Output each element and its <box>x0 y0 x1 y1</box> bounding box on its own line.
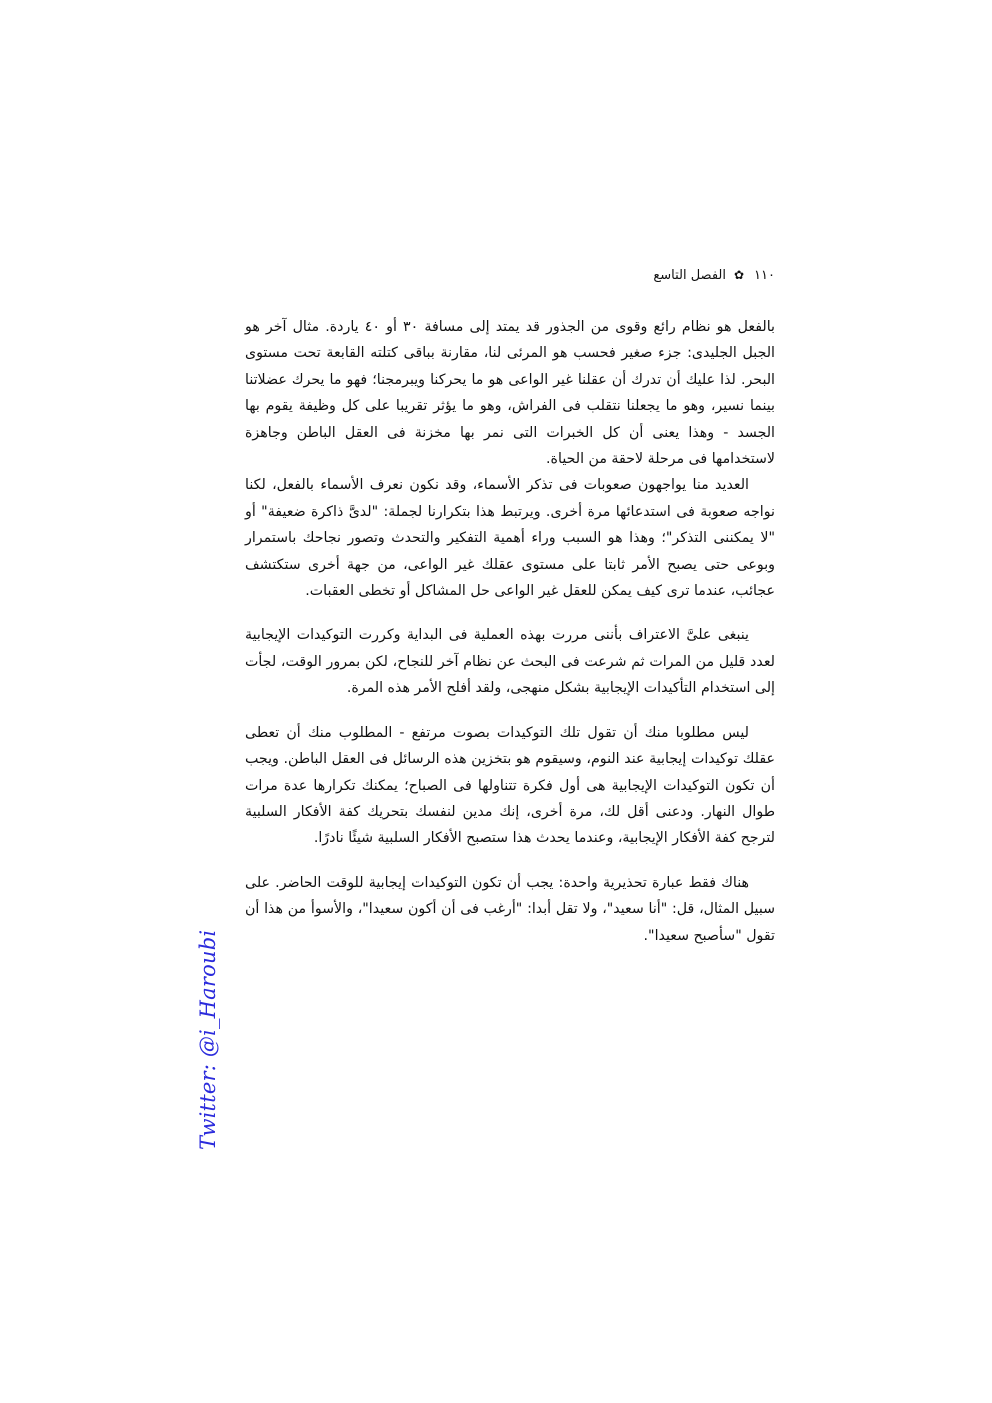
paragraph: ينبغى علىَّ الاعتراف بأننى مررت بهذه العملية فى البداية وكررت التوكيدات الإيجابية لعدد قليل من المرات ثم شرعت فى البحث عن نظام آخر للنجاح، لكن بمرور الوقت، لجأت إلى استخدام التأكيدات الإيجابية بشكل منهجى، ولقد أفلح الأمر هذه المرة. <box>245 627 775 697</box>
chapter-title: الفصل التاسع <box>653 268 726 283</box>
running-head <box>560 266 775 285</box>
page-number: ١١٠ <box>754 268 775 283</box>
paragraph: ليس مطلوبا منك أن تقول تلك التوكيدات بصوت مرتفع - المطلوب منك أن تعطى عقلك توكيدات إيجابية عند النوم، وسيقوم هو بتخزين هذه الرسائل فى العقل الباطن. ويجب أن تكون التوكيدات الإيجابية هى أول فكرة تتناولها فى الصباح؛ يمكنك تكرارها عدة مرات طوال النهار. ودعنى أقل لك، مرة أخرى، إنك مدين لنفسك بتحريك كفة الأفكار السلبية لترجح كفة الأفكار الإيجابية، وعندما يحدث هذا ستصبح الأفكار السلبية شيئًا نادرًا. <box>245 724 775 847</box>
body-text <box>245 314 775 949</box>
paragraph: العديد منا يواجهون صعوبات فى تذكر الأسماء، وقد نكون نعرف الأسماء بالفعل، لكنا نواجه صعوبة فى استدعائها مرة أخرى. ويرتبط هذا بتكرارنا لجملة: "لدىَّ ذاكرة ضعيفة" أو "لا يمكننى التذكر"؛ وهذا هو السبب وراء أهمية التفكير والتحدث وتصور نجاحك باستمرار وبوعى حتى يصبح الأمر ثابتا على مستوى عقلك غير الواعى، من جهة أخرى ستكتشف عجائب، عندما ترى كيف يمكن للعقل غير الواعى حل المشاكل أو تخطى العقبات. <box>245 477 775 600</box>
twitter-watermark: Twitter: @i_Haroubi <box>196 929 220 1150</box>
paragraph: هناك فقط عبارة تحذيرية واحدة: يجب أن تكون التوكيدات إيجابية للوقت الحاضر. على سبيل المثال، قل: "أنا سعيد"، ولا تقل أبدا: "أرغب فى أن أكون سعيدا"، والأسوأ من هذا أن تقول "سأصبح سعيدا". <box>245 874 775 944</box>
paragraph-continuation: بالفعل هو نظام رائع وقوى من الجذور قد يمتد إلى مسافة ٣٠ أو ٤٠ ياردة. مثال آخر هو الجبل الجليدى: جزء صغير فحسب هو المرئى لنا، مقارنة بباقى كتلته القابعة تحت مستوى البحر. لذا عليك أن تدرك أن عقلنا غير الواعى هو ما يحركنا ويبرمجنا؛ فهو ما يحرك عضلاتنا بينما نسير، وهو ما يجعلنا نتقلب فى الفراش، وهو ما يؤثر تقريبا على كل وظيفة يقوم بها الجسد - وهذا يعنى أن كل الخبرات التى نمر بها مخزنة فى العقل الباطن وجاهزة لاستخدامها فى مرحلة لاحقة من الحياة. <box>245 319 775 468</box>
ornament-icon: ✿ <box>733 268 745 282</box>
